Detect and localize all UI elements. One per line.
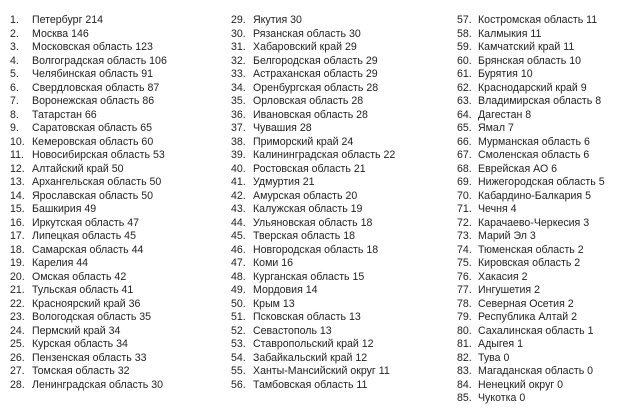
list-item-number: 74.: [457, 243, 472, 256]
list-item-text: Чувашия 28: [253, 122, 312, 134]
list-item: [457, 365, 637, 379]
list-item-text: Ямал 7: [478, 122, 514, 134]
list-item-number: 28.: [10, 378, 25, 391]
list-item: [457, 136, 637, 150]
list-item-number: 71.: [457, 203, 472, 215]
list-item: [457, 190, 637, 204]
list-item-text: Тульская область 41: [32, 284, 134, 296]
list-item: [457, 325, 637, 339]
list-item: [10, 28, 230, 42]
list-item-text: Ханты-Мансийский округ 11: [253, 365, 390, 377]
list-item-text: Удмуртия 21: [253, 176, 315, 188]
list-item: [457, 338, 637, 352]
list-item: [231, 217, 451, 231]
list-item-number: 51.: [231, 311, 246, 323]
list-item-number: 34.: [231, 81, 246, 94]
list-item-text: Кировская область 2: [478, 257, 581, 269]
list-item-text: Калужская область 19: [253, 203, 363, 215]
list-item-text: Владимирская область 8: [478, 95, 602, 107]
list-item-number: 44.: [231, 216, 246, 229]
list-item-text: Башкирия 49: [32, 203, 97, 215]
list-item-text: Марий Эл 3: [478, 230, 536, 242]
list-item: [457, 55, 637, 69]
list-item: [457, 163, 637, 177]
list-item-number: 45.: [231, 230, 246, 242]
list-item-number: 85.: [457, 392, 472, 404]
list-item-text: Приморский край 24: [253, 135, 354, 148]
list-item-text: Воронежская область 86: [32, 95, 155, 107]
list-item-text: Забайкальский край 12: [253, 351, 368, 364]
list-item-number: 56.: [231, 378, 246, 391]
list-item-number: 14.: [10, 189, 25, 202]
list-item-text: Архангельская область 50: [32, 176, 162, 188]
list-item: [457, 298, 637, 312]
list-item-number: 21.: [10, 284, 25, 296]
list-item: [231, 284, 451, 298]
list-item-text: Курганская область 15: [253, 270, 365, 283]
list-item-text: Чечня 4: [478, 203, 517, 215]
list-item: [10, 325, 230, 339]
list-item-number: 43.: [231, 203, 246, 215]
list-item-number: 39.: [231, 149, 246, 161]
list-item-number: 76.: [457, 270, 472, 283]
list-item-number: 15.: [10, 203, 25, 215]
list-item: [231, 203, 451, 217]
list-item-number: 72.: [457, 216, 472, 229]
list-item-text: Курская область 34: [32, 338, 128, 350]
list-item: [231, 244, 451, 258]
list-item-number: 2.: [10, 27, 19, 40]
list-item-text: Ставропольский край 12: [253, 338, 374, 350]
list-item: [10, 365, 230, 379]
list-item: [10, 136, 230, 150]
list-item: [231, 352, 451, 366]
list-item-number: 75.: [457, 257, 472, 269]
list-item: [231, 338, 451, 352]
list-item-number: 82.: [457, 351, 472, 364]
list-item-text: Камчатский край 11: [478, 41, 575, 53]
list-item-number: 27.: [10, 365, 25, 377]
list-item-text: Пермский край 34: [32, 324, 121, 337]
list-item: [10, 217, 230, 231]
list-item-text: Петербург 214: [32, 14, 104, 26]
list-item: [231, 298, 451, 312]
list-item-text: Новосибирская область 53: [32, 149, 165, 161]
list-item: [457, 217, 637, 231]
list-item-text: Чукотка 0: [478, 392, 526, 404]
list-item-number: 54.: [231, 351, 246, 364]
list-item: [10, 122, 230, 136]
list-item: [231, 149, 451, 163]
list-item-text: Ленинградская область 30: [32, 378, 163, 391]
list-item: [10, 95, 230, 109]
list-item-number: 1.: [10, 14, 19, 26]
list-item-number: 62.: [457, 81, 472, 94]
list-item: [231, 311, 451, 325]
list-item-number: 41.: [231, 176, 246, 188]
list-item-text: Хакасия 2: [478, 270, 528, 283]
list-item-number: 10.: [10, 135, 25, 148]
list-item-number: 23.: [10, 311, 25, 323]
list-item: [231, 190, 451, 204]
list-item-number: 24.: [10, 324, 25, 337]
list-item-text: Адыгея 1: [478, 338, 523, 350]
list-item: [231, 365, 451, 379]
list-item: [457, 176, 637, 190]
list-item-number: 7.: [10, 95, 19, 107]
list-item-number: 61.: [457, 68, 472, 80]
list-item-number: 6.: [10, 81, 19, 94]
list-item-text: Еврейская АО 6: [478, 162, 558, 175]
list-item: [10, 352, 230, 366]
list-item-text: Рязанская область 30: [253, 27, 361, 40]
list-item-text: Калмыкия 11: [478, 27, 542, 40]
list-item: [10, 244, 230, 258]
list-item-text: Магаданская область 0: [478, 365, 594, 377]
list-item-number: 52.: [231, 324, 246, 337]
list-item-number: 48.: [231, 270, 246, 283]
list-item-number: 66.: [457, 135, 472, 148]
list-item: [10, 82, 230, 96]
list-item-text: Северная Осетия 2: [478, 297, 574, 310]
list-item-text: Московская область 123: [32, 41, 153, 53]
list-item: [231, 68, 451, 82]
list-item: [231, 41, 451, 55]
list-item-number: 17.: [10, 230, 25, 242]
list-item: [457, 379, 637, 393]
list-item-number: 13.: [10, 176, 25, 188]
list-item-number: 26.: [10, 351, 25, 364]
list-item-text: Алтайский край 50: [32, 162, 124, 175]
list-item: [457, 244, 637, 258]
list-item-text: Тверская область 18: [253, 230, 355, 242]
list-item-number: 83.: [457, 365, 472, 377]
list-item-number: 30.: [231, 27, 246, 40]
list-item: [231, 230, 451, 244]
list-item-text: Саратовская область 65: [32, 122, 153, 134]
list-item-number: 37.: [231, 122, 246, 134]
list-item: [10, 190, 230, 204]
list-item-text: Ивановская область 28: [253, 108, 368, 121]
list-item-number: 49.: [231, 284, 246, 296]
list-item-text: Костромская область 11: [478, 14, 598, 26]
list-item-number: 55.: [231, 365, 246, 377]
list-item-text: Карелия 44: [32, 257, 89, 269]
list-item-text: Кемеровская область 60: [32, 135, 154, 148]
list-item: [231, 82, 451, 96]
list-item-text: Тува 0: [478, 351, 510, 364]
list-item-number: 40.: [231, 162, 246, 175]
list-item-number: 69.: [457, 176, 472, 188]
list-item-text: Псковская область 13: [253, 311, 361, 323]
list-item: [457, 95, 637, 109]
list-item: [457, 149, 637, 163]
list-item: [10, 14, 230, 28]
list-item: [457, 68, 637, 82]
list-item-number: 11.: [10, 149, 24, 161]
list-item-number: 65.: [457, 122, 472, 134]
list-item-number: 59.: [457, 41, 472, 53]
list-item: [231, 109, 451, 123]
list-item-number: 73.: [457, 230, 472, 242]
list-item: [457, 257, 637, 271]
list-item-number: 9.: [10, 122, 19, 134]
list-item-number: 80.: [457, 324, 472, 337]
list-item-text: Красноярский край 36: [32, 297, 141, 310]
list-item-text: Татарстан 66: [32, 108, 97, 121]
list-item: [10, 149, 230, 163]
list-item: [231, 14, 451, 28]
list-item-text: Дагестан 8: [478, 108, 532, 121]
list-item: [10, 55, 230, 69]
list-item-text: Севастополь 13: [253, 324, 332, 337]
list-item-text: Мурманская область 6: [478, 135, 590, 148]
list-item: [457, 14, 637, 28]
list-item-number: 32.: [231, 54, 246, 67]
list-column-2: [231, 14, 451, 392]
list-item: [10, 298, 230, 312]
list-item-number: 46.: [231, 243, 246, 256]
list-item-number: 77.: [457, 284, 472, 296]
list-item: [231, 95, 451, 109]
list-item-number: 58.: [457, 27, 472, 40]
list-item: [457, 203, 637, 217]
list-item-text: Астраханская область 29: [253, 68, 378, 80]
list-item: [231, 176, 451, 190]
list-item: [457, 392, 637, 406]
list-item: [10, 41, 230, 55]
list-item-text: Якутия 30: [253, 14, 302, 26]
list-item: [231, 257, 451, 271]
list-item: [10, 284, 230, 298]
list-item: [231, 55, 451, 69]
list-item: [457, 28, 637, 42]
list-item-number: 68.: [457, 162, 472, 175]
list-item-number: 3.: [10, 41, 19, 53]
list-item: [10, 257, 230, 271]
list-item-text: Омская область 42: [32, 270, 127, 283]
list-item-number: 20.: [10, 270, 25, 283]
list-item-text: Новгородская область 18: [253, 243, 379, 256]
list-item-text: Ингушетия 2: [478, 284, 541, 296]
list-item-text: Крым 13: [253, 297, 295, 310]
list-item-text: Амурская область 20: [253, 189, 358, 202]
list-item: [231, 28, 451, 42]
list-item-number: 81.: [457, 338, 472, 350]
list-item-text: Тамбовская область 11: [253, 378, 368, 391]
list-item: [10, 311, 230, 325]
list-item-text: Республика Алтай 2: [478, 311, 577, 323]
list-item: [457, 311, 637, 325]
list-item-number: 4.: [10, 54, 19, 67]
list-item-text: Смоленская область 6: [478, 149, 590, 161]
list-item-text: Нижегородская область 5: [478, 176, 605, 188]
list-item: [457, 284, 637, 298]
list-item-number: 63.: [457, 95, 472, 107]
list-item-text: Пензенская область 33: [32, 351, 147, 364]
list-item-text: Краснодарский край 9: [478, 81, 587, 94]
list-item-number: 84.: [457, 378, 472, 391]
list-item-text: Хабаровский край 29: [253, 41, 357, 53]
list-item: [231, 325, 451, 339]
list-item-number: 67.: [457, 149, 472, 161]
list-item-text: Самарская область 44: [32, 243, 144, 256]
list-item-number: 25.: [10, 338, 25, 350]
list-item-number: 79.: [457, 311, 472, 323]
list-item: [10, 271, 230, 285]
list-item: [10, 203, 230, 217]
list-item-text: Кабардино-Балкария 5: [478, 189, 591, 202]
list-item-number: 47.: [231, 257, 246, 269]
list-item: [10, 230, 230, 244]
list-item: [457, 41, 637, 55]
list-item-text: Свердловская область 87: [32, 81, 160, 94]
list-item-text: Брянская область 10: [478, 54, 581, 67]
list-item: [10, 109, 230, 123]
list-item: [457, 230, 637, 244]
list-item-text: Волгоградская область 106: [32, 54, 167, 67]
list-item-number: 53.: [231, 338, 246, 350]
list-item-text: Челябинская область 91: [32, 68, 154, 80]
list-item-number: 33.: [231, 68, 246, 80]
list-item: [231, 163, 451, 177]
list-item-number: 18.: [10, 243, 25, 256]
list-item-number: 8.: [10, 108, 19, 121]
list-item: [231, 379, 451, 393]
list-column-1: [10, 14, 230, 392]
list-item-number: 12.: [10, 162, 25, 175]
list-item: [457, 109, 637, 123]
list-item-text: Ульяновская область 18: [253, 216, 373, 229]
list-item-number: 57.: [457, 14, 472, 26]
list-item: [10, 338, 230, 352]
list-item-number: 31.: [231, 41, 246, 53]
list-item: [231, 136, 451, 150]
list-item-text: Ярославская область 50: [32, 189, 154, 202]
list-item: [10, 176, 230, 190]
list-item-number: 22.: [10, 297, 25, 310]
list-column-3: [457, 14, 637, 406]
list-item-text: Белгородская область 29: [253, 54, 378, 67]
list-item-number: 42.: [231, 189, 246, 202]
list-item-text: Бурятия 10: [478, 68, 533, 80]
list-item-text: Орловская область 28: [253, 95, 364, 107]
list-item-number: 29.: [231, 14, 246, 26]
list-item: [231, 271, 451, 285]
list-item-text: Иркутская область 47: [32, 216, 139, 229]
list-item-number: 64.: [457, 108, 472, 121]
list-item-text: Липецкая область 45: [32, 230, 136, 242]
list-item-text: Москва 146: [32, 27, 89, 40]
list-item-number: 60.: [457, 54, 472, 67]
list-item-number: 50.: [231, 297, 246, 310]
list-item-number: 38.: [231, 135, 246, 148]
list-item: [10, 68, 230, 82]
list-item-number: 5.: [10, 68, 19, 80]
list-item-text: Сахалинская область 1: [478, 324, 594, 337]
list-item-text: Коми 16: [253, 257, 293, 269]
list-item-text: Вологодская область 35: [32, 311, 152, 323]
list-item: [457, 352, 637, 366]
list-item-number: 35.: [231, 95, 246, 107]
list-item-number: 70.: [457, 189, 472, 202]
list-item-number: 36.: [231, 108, 246, 121]
list-item: [231, 122, 451, 136]
list-item-text: Мордовия 14: [253, 284, 318, 296]
list-item: [10, 379, 230, 393]
list-item-text: Оренбургская область 28: [253, 81, 379, 94]
list-item: [457, 122, 637, 136]
list-item: [457, 271, 637, 285]
list-item-text: Карачаево-Черкесия 3: [478, 216, 590, 229]
list-item-number: 16.: [10, 216, 25, 229]
list-item: [10, 163, 230, 177]
list-item-text: Ненецкий округ 0: [478, 378, 564, 391]
list-item-text: Тюменская область 2: [478, 243, 584, 256]
list-item-text: Калининградская область 22: [253, 149, 396, 161]
list-item-number: 78.: [457, 297, 472, 310]
list-item-text: Ростовская область 21: [253, 162, 366, 175]
list-item-number: 19.: [10, 257, 25, 269]
list-item: [457, 82, 637, 96]
list-item-text: Томская область 32: [32, 365, 130, 377]
